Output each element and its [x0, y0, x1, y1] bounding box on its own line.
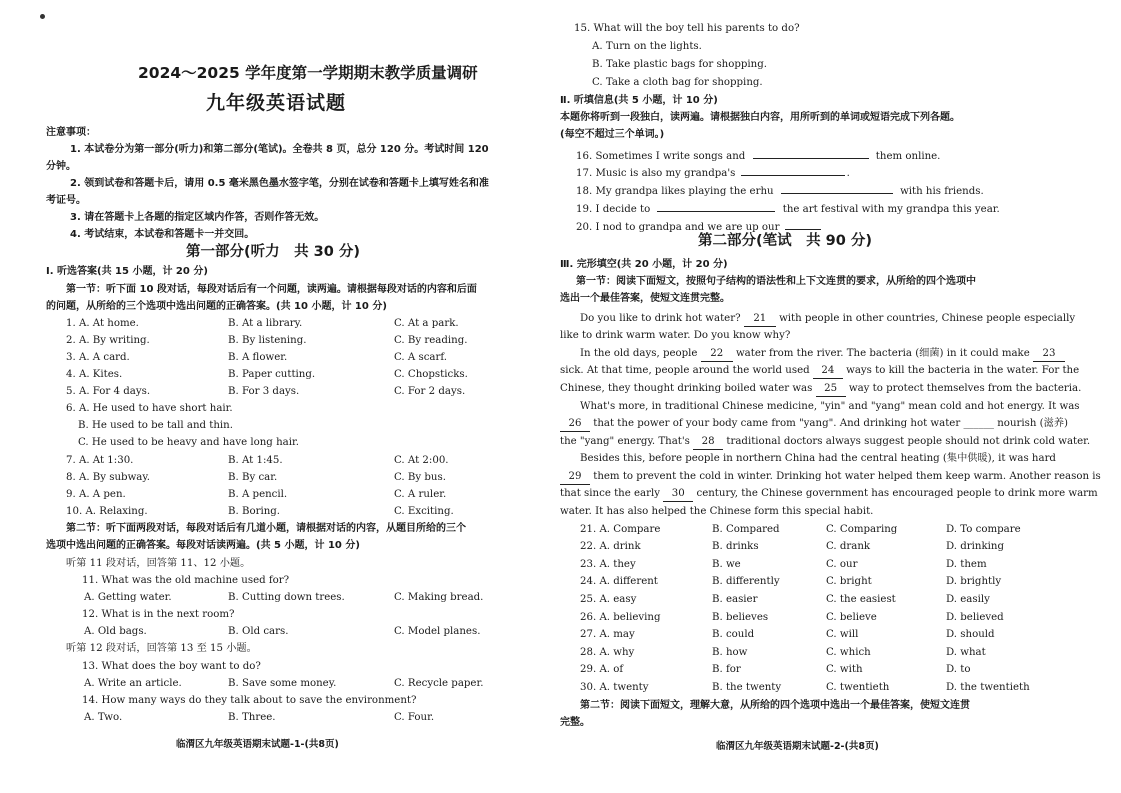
option-b: B. for	[712, 664, 741, 675]
section2-intro: 本题你将听到一段独白，读两遍。请根据独白内容，用所听到的单词或短语完成下列各题。	[560, 112, 960, 123]
question-text: 11. What was the old machine used for?	[82, 575, 290, 586]
option-a: 8. A. By subway.	[66, 472, 151, 483]
option-a: A. Getting water.	[84, 592, 172, 603]
binding-hole-dot	[40, 14, 45, 19]
exam-page-1	[0, 0, 560, 793]
option-b: B. At 1:45.	[228, 455, 283, 466]
option-c: C. Exciting.	[394, 506, 454, 517]
section3-intro: 选出一个最佳答案，使短文连贯完整。	[560, 293, 730, 304]
fill-suffix: the art festival with my grandpa this year.	[782, 204, 1000, 215]
option-a: 7. A. At 1:30.	[66, 455, 134, 466]
part2-title: 第二部分(笔试 共 90 分)	[698, 233, 873, 249]
option-a: 24. A. different	[580, 576, 658, 587]
option-b: B. the twenty	[712, 682, 782, 693]
question-text: 13. What does the boy want to do?	[82, 661, 261, 672]
question-text: 14. How many ways do they talk about to save the environment?	[82, 695, 417, 706]
option-a: 26. A. believing	[580, 612, 661, 623]
option-a: 2. A. By writing.	[66, 335, 150, 346]
option-b: B. Compared	[712, 524, 780, 535]
option-d: D. believed	[946, 612, 1004, 623]
page-footer: 临渭区九年级英语期末试题-1-(共8页)	[176, 739, 339, 750]
passage-line: 29 them to prevent the cold in winter. Drinking hot water helped them keep warm. Another reason is	[560, 470, 1101, 485]
option-a: 10. A. Relaxing.	[66, 506, 148, 517]
option-c: C. Recycle paper.	[394, 678, 484, 689]
option-b: B. could	[712, 629, 755, 640]
section3-part2-intro: 第二节：阅读下面短文，理解大意，从所给的四个选项中选出一个最佳答案，使短文连贯	[580, 700, 970, 711]
option-a: 22. A. drink	[580, 541, 641, 552]
option-a: 29. A. of	[580, 664, 624, 675]
option-c: C. which	[826, 647, 871, 658]
cloze-blank[interactable]: 26	[560, 417, 590, 432]
answer-blank[interactable]	[657, 201, 775, 212]
option-d: D. to	[946, 664, 971, 675]
option-a: A. Turn on the lights.	[592, 41, 702, 52]
option-c: C. At 2:00.	[394, 455, 449, 466]
cloze-blank[interactable]: 22	[701, 347, 733, 362]
note-line: 1. 本试卷分为第一部分(听力)和第二部分(笔试)。全卷共 8 页，总分 120 分。考试时间 120	[70, 144, 489, 155]
option-b: B. A flower.	[228, 352, 288, 363]
option-b: B. Three.	[228, 712, 276, 723]
option-a: A. Write an article.	[84, 678, 182, 689]
option-c: C. Take a cloth bag for shopping.	[592, 77, 763, 88]
option-d: D. should	[946, 629, 995, 640]
option-b: B. A pencil.	[228, 489, 288, 500]
section1-intro: 的问题，从所给的三个选项中选出问题的正确答案。(共 10 小题，计 10 分)	[46, 301, 387, 312]
option-a: 9. A. A pen.	[66, 489, 126, 500]
fill-prefix: 19. I decide to	[576, 204, 651, 215]
option-b: B. believes	[712, 612, 769, 623]
section1-intro: 第一节：听下面 10 段对话，每段对话后有一个问题，读两遍。请根据每段对话的内容和后面	[66, 284, 477, 295]
passage-line: water. It has also helped the Chinese form this special habit.	[560, 506, 874, 517]
option-b: B. By car.	[228, 472, 278, 483]
option-b: B. At a library.	[228, 318, 303, 329]
option-d: D. drinking	[946, 541, 1005, 552]
fill-prefix: 18. My grandpa likes playing the erhu	[576, 186, 774, 197]
cloze-blank[interactable]: 23	[1033, 347, 1065, 362]
passage-line: Do you like to drink hot water? 21 with people in other countries, Chinese people especially	[580, 312, 1075, 327]
option-c: C. the easiest	[826, 594, 896, 605]
option-c: C. our	[826, 559, 858, 570]
passage-line: In the old days, people 22 water from the river. The bacteria (细菌) in it could make 23	[580, 347, 1065, 362]
option-c: C. Four.	[394, 712, 435, 723]
passage-line: like to drink warm water. Do you know why?	[560, 330, 791, 341]
option-c: C. Making bread.	[394, 592, 484, 603]
option-b: B. easier	[712, 594, 758, 605]
option-a: 23. A. they	[580, 559, 636, 570]
option-d: D. the twentieth	[946, 682, 1030, 693]
section3-part2-intro: 完整。	[560, 717, 590, 728]
section3-intro: 第一节：阅读下面短文，按照句子结构的语法性和上下文连贯的要求，从所给的四个选项中	[576, 276, 976, 287]
section2-intro: 选项中选出问题的正确答案。每段对话读两遍。(共 5 小题，计 10 分)	[46, 540, 360, 551]
option-a: 21. A. Compare	[580, 524, 661, 535]
option-c: C. with	[826, 664, 863, 675]
passage-line: What's more, in traditional Chinese medicine, "yin" and "yang" mean cold and hot energy. It was	[580, 401, 1080, 412]
option-a: 27. A. may	[580, 629, 635, 640]
fill-prefix: 17. Music is also my grandpa's	[576, 168, 736, 179]
option-d: D. easily	[946, 594, 990, 605]
option-c: C. Model planes.	[394, 626, 481, 637]
cloze-blank[interactable]: 21	[744, 312, 776, 327]
option-c: C. He used to be heavy and have long hair.	[78, 437, 299, 448]
answer-blank[interactable]	[753, 148, 869, 159]
fill-suffix: them online.	[875, 151, 941, 162]
section2-intro: 第二节：听下面两段对话，每段对话后有几道小题，请根据对话的内容，从题目所给的三个	[66, 523, 466, 534]
option-d: D. brightly	[946, 576, 1002, 587]
fill-prefix: 16. Sometimes I write songs and	[576, 151, 746, 162]
option-d: D. them	[946, 559, 987, 570]
option-c: C. For 2 days.	[394, 386, 466, 397]
answer-blank[interactable]	[785, 219, 821, 230]
option-a: 28. A. why	[580, 647, 635, 658]
dialog-instruction: 听第 11 段对话，回答第 11、12 小题。	[66, 558, 251, 569]
option-c: C. drank	[826, 541, 871, 552]
exam-page-2	[560, 0, 1121, 793]
option-c: C. At a park.	[394, 318, 459, 329]
passage-line: Besides this, before people in northern China had the central heating (集中供暖), it was hard	[580, 453, 1056, 464]
option-b: B. drinks	[712, 541, 759, 552]
section3-title: Ⅲ. 完形填空(共 20 小题，计 20 分)	[560, 259, 728, 270]
note-line: 2. 领到试卷和答题卡后，请用 0.5 毫米黑色墨水签字笔，分别在试卷和答题卡上填写姓名和准	[70, 178, 489, 189]
option-c: C. Chopsticks.	[394, 369, 468, 380]
section1-title: Ⅰ. 听选答案(共 15 小题，计 20 分)	[46, 266, 208, 277]
fill-prefix: 20. I nod to grandpa and we are up our	[576, 222, 780, 233]
cloze-blank[interactable]: 24	[813, 364, 843, 379]
section2-title: Ⅱ. 听填信息(共 5 小题，计 10 分)	[560, 95, 718, 106]
notes-title: 注意事项：	[46, 127, 96, 138]
option-b: B. Old cars.	[228, 626, 289, 637]
fill-suffix: with his friends.	[900, 186, 984, 197]
section2-note: (每空不超过三个单词。)	[560, 129, 665, 140]
option-c: C. believe	[826, 612, 877, 623]
option-a: 6. A. He used to have short hair.	[66, 403, 233, 414]
option-c: C. A scarf.	[394, 352, 448, 363]
option-a: 5. A. For 4 days.	[66, 386, 151, 397]
option-b: B. Take plastic bags for shopping.	[592, 59, 767, 70]
fill-item-19	[576, 201, 1000, 217]
option-c: C. Comparing	[826, 524, 898, 535]
option-c: C. twentieth	[826, 682, 890, 693]
exam-title: 九年级英语试题	[206, 92, 347, 114]
option-c: C. bright	[826, 576, 872, 587]
option-a: 1. A. At home.	[66, 318, 139, 329]
option-b: B. Boring.	[228, 506, 281, 517]
dialog-instruction: 听第 12 段对话，回答第 13 至 15 小题。	[66, 643, 257, 654]
option-b: B. Paper cutting.	[228, 369, 316, 380]
option-b: B. Cutting down trees.	[228, 592, 345, 603]
option-a: 25. A. easy	[580, 594, 637, 605]
option-b: B. we	[712, 559, 741, 570]
note-line: 3. 请在答题卡上各题的指定区域内作答，否则作答无效。	[70, 212, 325, 223]
option-a: 3. A. A card.	[66, 352, 130, 363]
option-d: D. what	[946, 647, 986, 658]
option-b: B. He used to be tall and thin.	[78, 420, 233, 431]
question-text: 15. What will the boy tell his parents to do?	[574, 23, 800, 34]
page-footer: 临渭区九年级英语期末试题-2-(共8页)	[716, 741, 879, 752]
answer-blank[interactable]	[781, 183, 893, 194]
option-c: C. will	[826, 629, 859, 640]
cloze-blank[interactable]: 30	[663, 487, 693, 502]
option-b: B. Save some money.	[228, 678, 337, 689]
note-line: 4. 考试结束，本试卷和答题卡一并交回。	[70, 229, 255, 240]
passage-line: sick. At that time, people around the world used 24 ways to kill the bacteria in the water. For the	[560, 364, 1079, 379]
option-b: B. differently	[712, 576, 780, 587]
option-c: C. By bus.	[394, 472, 446, 483]
option-a: A. Old bags.	[84, 626, 147, 637]
note-line: 分钟。	[46, 161, 76, 172]
option-c: C. A ruler.	[394, 489, 447, 500]
option-b: B. how	[712, 647, 748, 658]
fill-item-16	[576, 148, 940, 164]
option-a: 4. A. Kites.	[66, 369, 123, 380]
passage-line: Chinese, they thought drinking boiled water was 25 way to protect themselves from the bacteria.	[560, 382, 1081, 397]
note-line: 考证号。	[46, 195, 86, 206]
option-c: C. By reading.	[394, 335, 468, 346]
option-b: B. By listening.	[228, 335, 307, 346]
cloze-blank[interactable]: 25	[816, 382, 846, 397]
option-b: B. For 3 days.	[228, 386, 300, 397]
passage-line: the "yang" energy. That's 28 traditional doctors always suggest people should not drink cold water.	[560, 435, 1090, 450]
question-text: 12. What is in the next room?	[82, 609, 235, 620]
part1-title: 第一部分(听力 共 30 分)	[186, 244, 361, 260]
cloze-blank[interactable]: 29	[560, 470, 590, 485]
exam-header: 2024～2025 学年度第一学期期末教学质量调研	[138, 64, 478, 82]
fill-item-17	[576, 165, 850, 181]
option-a: 30. A. twenty	[580, 682, 649, 693]
fill-suffix: .	[846, 168, 850, 179]
passage-line: that since the early 30 century, the Chinese government has encouraged people to drink more warm	[560, 487, 1098, 502]
fill-item-18	[576, 183, 984, 199]
option-a: A. Two.	[84, 712, 123, 723]
cloze-blank[interactable]: 28	[693, 435, 723, 450]
answer-blank[interactable]	[741, 165, 845, 176]
option-d: D. To compare	[946, 524, 1021, 535]
passage-line: 26 that the power of your body came from "yang". And drinking hot water ______ nourish (滋养)	[560, 417, 1068, 432]
